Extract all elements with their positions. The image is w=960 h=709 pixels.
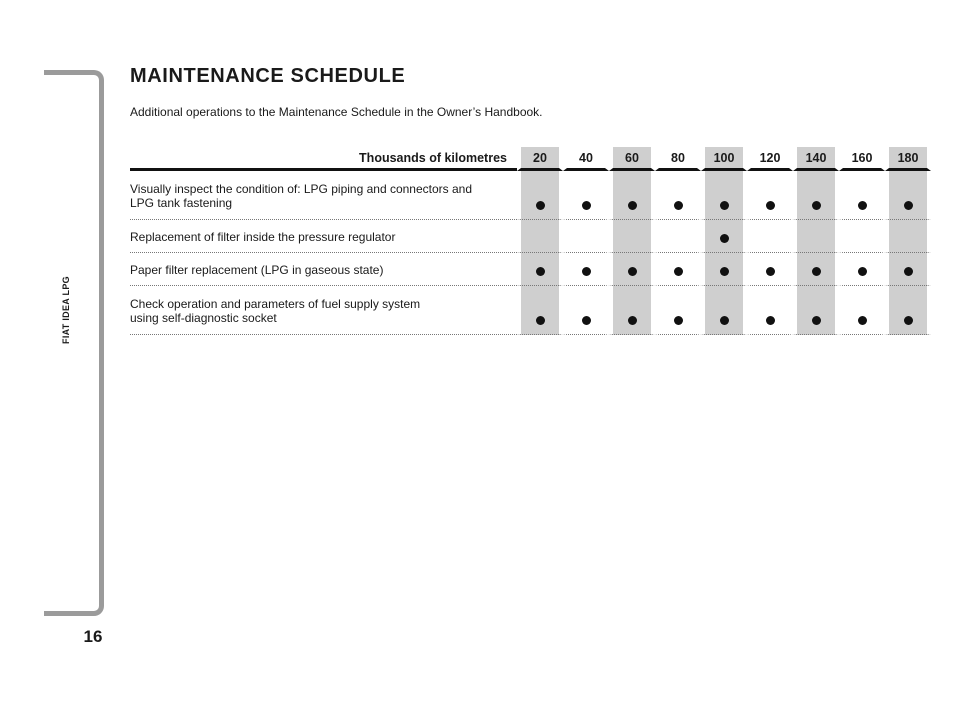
- service-dot-icon: [812, 201, 821, 210]
- service-dot-icon: [858, 267, 867, 276]
- mark-cell: [655, 286, 701, 335]
- service-dot-icon: [766, 267, 775, 276]
- mark-cell: [655, 171, 701, 220]
- page-subtitle: Additional operations to the Maintenance Schedule in the Owner’s Handbook.: [130, 105, 543, 119]
- mark-cell: [839, 253, 885, 286]
- service-dot-icon: [720, 316, 729, 325]
- section-side-label: FIAT IDEA LPG: [61, 276, 71, 344]
- operation-line: Replacement of filter inside the pressure regulator: [130, 230, 396, 244]
- mark-cell: [747, 253, 793, 286]
- mark-cell: [793, 220, 839, 253]
- service-dot-icon: [674, 267, 683, 276]
- mark-cell: [609, 286, 655, 335]
- mark-cell: [563, 253, 609, 286]
- mark-cell: [885, 253, 931, 286]
- mark-cell: [517, 220, 563, 253]
- operation-line: Visually inspect the condition of: LPG piping and connectors and: [130, 182, 472, 196]
- mark-cell: [609, 171, 655, 220]
- mark-cell: [701, 220, 747, 253]
- km-column-header: 60: [609, 147, 655, 171]
- mark-cell: [701, 171, 747, 220]
- km-column-header: 20: [517, 147, 563, 171]
- km-column-header: 120: [747, 147, 793, 171]
- mark-cell: [701, 286, 747, 335]
- service-dot-icon: [720, 267, 729, 276]
- table-row: [130, 171, 931, 220]
- kilometres-header: Thousands of kilometres: [130, 147, 517, 171]
- operation-description: [130, 253, 517, 286]
- operation-description: [130, 286, 517, 335]
- mark-cell: [839, 286, 885, 335]
- mark-cell: [609, 253, 655, 286]
- mark-cell: [517, 171, 563, 220]
- km-column-header: 140: [793, 147, 839, 171]
- service-dot-icon: [720, 234, 729, 243]
- mark-cell: [747, 171, 793, 220]
- table-row: [130, 253, 931, 286]
- service-dot-icon: [536, 267, 545, 276]
- maintenance-schedule-table: [130, 147, 931, 335]
- km-column-header: 160: [839, 147, 885, 171]
- mark-cell: [793, 171, 839, 220]
- operation-line: Check operation and parameters of fuel supply system: [130, 297, 421, 311]
- mark-cell: [655, 220, 701, 253]
- service-dot-icon: [582, 316, 591, 325]
- service-dot-icon: [582, 267, 591, 276]
- mark-cell: [747, 286, 793, 335]
- service-dot-icon: [812, 316, 821, 325]
- operation-line: LPG tank fastening: [130, 196, 233, 210]
- km-column-header: 80: [655, 147, 701, 171]
- mark-cell: [563, 286, 609, 335]
- service-dot-icon: [674, 201, 683, 210]
- km-column-header: 100: [701, 147, 747, 171]
- service-dot-icon: [858, 201, 867, 210]
- km-column-header: 180: [885, 147, 931, 171]
- operation-description: [130, 171, 517, 220]
- service-dot-icon: [628, 316, 637, 325]
- table-header-row: [130, 147, 931, 171]
- service-dot-icon: [766, 201, 775, 210]
- mark-cell: [747, 220, 793, 253]
- table-row: [130, 286, 931, 335]
- service-dot-icon: [628, 267, 637, 276]
- mark-cell: [655, 253, 701, 286]
- operation-line: using self-diagnostic socket: [130, 311, 277, 325]
- mark-cell: [517, 286, 563, 335]
- mark-cell: [701, 253, 747, 286]
- mark-cell: [563, 220, 609, 253]
- page-margin-bracket: [44, 70, 104, 616]
- operation-line: Paper filter replacement (LPG in gaseous state): [130, 263, 384, 277]
- service-dot-icon: [812, 267, 821, 276]
- page-number: 16: [83, 627, 103, 646]
- mark-cell: [885, 286, 931, 335]
- mark-cell: [885, 220, 931, 253]
- mark-cell: [563, 171, 609, 220]
- km-column-header: 40: [563, 147, 609, 171]
- operation-description: [130, 220, 517, 253]
- mark-cell: [839, 220, 885, 253]
- service-dot-icon: [766, 316, 775, 325]
- service-dot-icon: [536, 316, 545, 325]
- table-row: [130, 220, 931, 253]
- mark-cell: [885, 171, 931, 220]
- mark-cell: [793, 253, 839, 286]
- service-dot-icon: [582, 201, 591, 210]
- mark-cell: [517, 253, 563, 286]
- service-dot-icon: [904, 316, 913, 325]
- service-dot-icon: [628, 201, 637, 210]
- mark-cell: [839, 171, 885, 220]
- service-dot-icon: [674, 316, 683, 325]
- service-dot-icon: [858, 316, 867, 325]
- service-dot-icon: [904, 267, 913, 276]
- service-dot-icon: [720, 201, 729, 210]
- service-dot-icon: [904, 201, 913, 210]
- mark-cell: [793, 286, 839, 335]
- mark-cell: [609, 220, 655, 253]
- service-dot-icon: [536, 201, 545, 210]
- page-title: MAINTENANCE SCHEDULE: [130, 65, 406, 87]
